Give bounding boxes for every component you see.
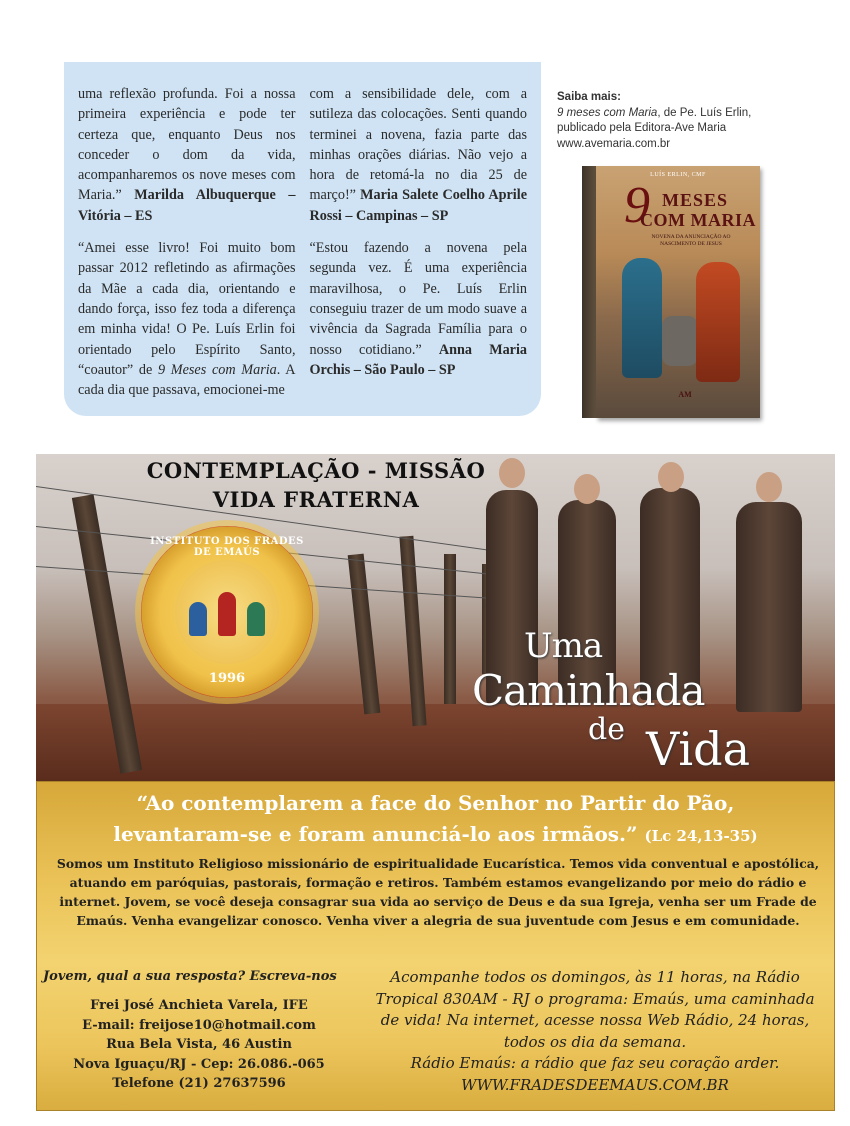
contact-street: Rua Bela Vista, 46 Austin — [106, 1037, 292, 1052]
book-title: 9 meses com Maria — [557, 106, 658, 119]
publisher-logo: AM — [678, 390, 692, 399]
radio-text: Acompanhe todos os domingos, às 11 horas, na Rádio Tropical 830AM - RJ o programa: Emaús, uma caminhada de vida! Na internet, acesse nossa Web Rádio, 24 horas, todos os dia da semana. — [375, 968, 815, 1051]
testimonial-paragraph — [78, 238, 296, 400]
seal-center — [175, 560, 279, 664]
seal-text: INSTITUTO DOS FRADES DE EMAÚS — [150, 536, 304, 558]
book-number: 9 — [624, 177, 650, 234]
banner-title-line2: VIDA FRATERNA — [212, 487, 420, 512]
testimonial-paragraph — [78, 84, 296, 226]
contact-city: Nova Iguaçu/RJ - Cep: 26.086.-065 — [73, 1056, 325, 1072]
contact-block — [51, 996, 347, 1094]
institute-intro: Somos um Instituto Religioso missionário de espiritualidade Eucarística. Temos vida conventual e apostólica, atuando em paróquias, pastorais, formação e retiros. Também estamos evangelizando por meio do rádio e internet. Jovem, se você deseja consagrar sua vida ao serviço de Deus e da sua Igreja, venha ser um Frade de Emaús. Venha evangelizar conosco. Venha viver a alegria de sua juventude com Jesus e em comunidade. — [56, 856, 820, 928]
book-front — [596, 166, 760, 418]
fence-post — [444, 554, 456, 704]
book-credit: , de Pe. Luís Erlin, publicado pela Editora-Ave Maria — [557, 106, 752, 134]
slogan-word: de — [588, 712, 625, 747]
disciple-figure — [247, 602, 265, 636]
book-title-line2: COM MARIA — [640, 210, 756, 230]
testimonial-text: “Amei esse livro! Foi muito bom passar 2012 refletindo as afirmações da Mãe a cada dia, orientando e dando força, isso fez toda a diferença em minha vida! O Pe. Luís Erlin foi orientado pelo Espírito Santo, “coautor” de — [78, 240, 296, 378]
book-cover-image — [582, 166, 760, 418]
book-subtitle: NOVENA DA ANUNCIAÇÃO AO NASCIMENTO DE JESUS — [651, 234, 731, 247]
book-author: LUÍS ERLIN, CMF — [650, 172, 706, 178]
fence-post — [348, 554, 381, 715]
donkey-figure — [662, 316, 698, 366]
monk-head — [574, 474, 600, 504]
website-link[interactable]: WWW.FRADESDEEMAUS.COM.BR — [461, 1075, 729, 1094]
monk-head — [756, 472, 782, 502]
testimonial-text: . A cada dia que passava, emocionei-me — [78, 361, 296, 399]
jesus-figure — [218, 592, 236, 636]
banner-image — [36, 454, 835, 781]
contact-email[interactable]: E-mail: freijose10@hotmail.com — [82, 1017, 316, 1033]
testimonials-box — [64, 62, 541, 416]
monk-figure — [736, 502, 802, 712]
testimonial-paragraph — [310, 238, 528, 380]
monk-head — [658, 462, 684, 492]
publisher-url[interactable]: www.avemaria.com.br — [557, 137, 671, 150]
banner-title-line1: CONTEMPLAÇÃO - MISSÃO — [146, 458, 486, 483]
scripture-quote — [37, 788, 834, 852]
testimonial-paragraph — [310, 84, 528, 226]
book-title-reference: 9 Meses com Maria — [157, 361, 277, 378]
saiba-mais-credit — [557, 106, 767, 137]
slogan-word: Uma — [524, 626, 603, 666]
radio-slogan: Rádio Emaús: a rádio que faz seu coração arder. — [410, 1054, 780, 1072]
radio-info — [365, 967, 825, 1096]
quote-line2-wrap — [37, 819, 834, 852]
contact-name: Frei José Anchieta Varela, IFE — [90, 998, 308, 1013]
saiba-mais-heading: Saiba mais: — [557, 91, 621, 103]
testimonials-column-2 — [310, 84, 528, 416]
joseph-figure — [696, 262, 740, 382]
testimonial-author: Marilda Albuquerque – Vitória – ES — [78, 187, 296, 224]
slogan-word: Vida — [646, 722, 750, 776]
banner-title — [76, 456, 556, 514]
testimonial-text: com a sensibilidade dele, com a sutileza das colocações. Senti quando terminei a novena, fazia parte das minhas orações diárias. Não vejo a hora de retomá-la no dia 25 de março!” — [309, 86, 527, 204]
contact-phone: Telefone (21) 27637596 — [112, 1076, 286, 1091]
quote-reference: (Lc 24,13-35) — [644, 827, 758, 845]
testimonial-author: Anna Maria Orchis – São Paulo – SP — [309, 341, 528, 378]
testimonial-author: Maria Salete Coelho Aprile Rossi – Campinas – SP — [309, 187, 527, 224]
testimonials-column-1 — [78, 84, 296, 416]
mary-figure — [622, 258, 662, 378]
book-title-line1: MESES — [662, 190, 729, 210]
quote-line1: “Ao contemplarem a face do Senhor no Partir do Pão, — [136, 791, 735, 815]
institute-seal — [141, 526, 313, 698]
contact-heading: Jovem, qual a sua resposta? Escreva-nos — [43, 969, 337, 984]
seal-year: 1996 — [208, 671, 246, 686]
saiba-mais-block — [557, 90, 767, 152]
quote-line2: levantaram-se e foram anunciá-lo aos irmãos.” — [113, 822, 638, 846]
disciple-figure — [189, 602, 207, 636]
slogan-word: Caminhada — [472, 666, 705, 715]
gold-info-panel — [36, 781, 835, 1111]
testimonial-text: “Estou fazendo a novena pela segunda vez. É uma experiência maravilhosa, o Pe. Luís Erlin conseguiu trazer de um modo suave a vivência da Sagrada Família para o nosso cotidiano.” — [309, 240, 527, 358]
testimonial-text: uma reflexão profunda. Foi a nossa primeira experiência e pode ter certeza que, enquanto Deus nos conceder o dom da vida, acompanharemos os nove meses com Maria.” — [78, 86, 296, 204]
